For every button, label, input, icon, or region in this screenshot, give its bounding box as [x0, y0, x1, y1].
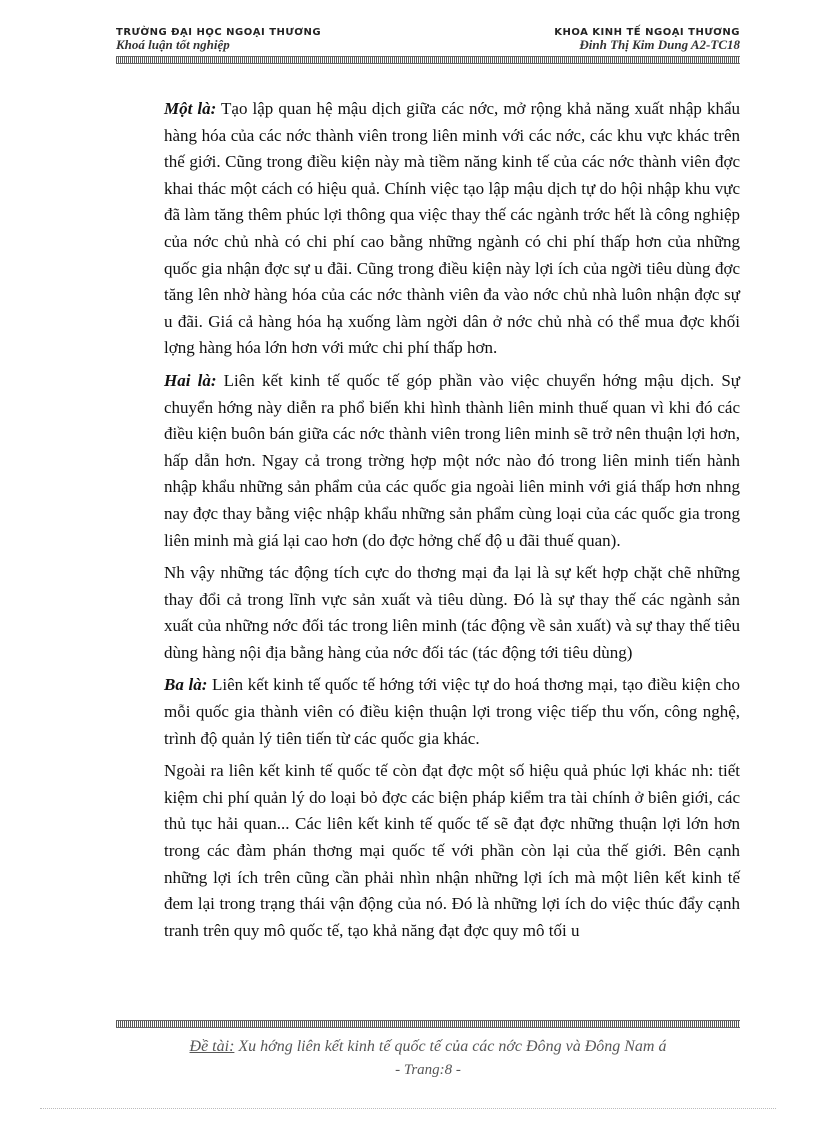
header-divider — [116, 56, 740, 64]
paragraph-lead: Ba là: — [164, 675, 208, 695]
paragraph-text: Ngoài ra liên kết kinh tế quốc tế còn đạt đợc một số hiệu quả phúc lợi khác nh: tiết kiệm chi phí quản lý do loại bỏ đợc các biện pháp kiểm tra tài chính ở biên giới, các thủ tục hải quan... Các liên kết kinh tế quốc tế sẽ đạt đợc những thuận lợi lớn hơn trong các đàm phán thơng mại quốc tế với phần còn lại của thế giới. Bên cạnh những lợi ích trên cũng cần phải nhìn nhận những lợi ích mà một liên kết kinh tế đem lại trong trạng thái vận động của nó. Đó là những lợi ích do việc thúc đẩy cạnh tranh trên quy mô quốc tế, tạo khả năng đạt đợc quy mô tối u — [164, 761, 740, 940]
body-text — [164, 96, 740, 950]
school-name: TRƯỜNG ĐẠI HỌC NGOẠI THƯƠNG — [116, 27, 322, 38]
paragraph-text: Nh vậy những tác động tích cực do thơng mại đa lại là sự kết hợp chặt chẽ những thay đổi cả trong lĩnh vực sản xuất và tiêu dùng. Đó là sự thay thế các ngành sản xuất của những nớc đối tác trong liên minh (tác động về sản xuất) và sự thay thế tiêu dùng hàng nội địa bằng hàng của nớc đối tác (tác động tới tiêu dùng) — [164, 563, 740, 662]
page-number: - Trang:8 - — [395, 1062, 461, 1078]
author-name: Đinh Thị Kim Dung A2-TC18 — [579, 37, 740, 52]
paragraph-3 — [164, 560, 740, 666]
footer-divider — [116, 1020, 740, 1028]
paragraph-1 — [164, 96, 740, 362]
paragraph-text: Liên kết kinh tế quốc tế hớng tới việc tự do hoá thơng mại, tạo điều kiện cho mỗi quốc gia thành viên có điều kiện thuận lợi trong việc tiếp thu vốn, công nghệ, trình độ quản lý tiên tiến từ các quốc gia khác. — [164, 675, 740, 748]
paragraph-lead: Hai là: — [164, 370, 217, 390]
paragraph-4 — [164, 672, 740, 752]
faculty-name: KHOA KINH TẾ NGOẠI THƯƠNG — [554, 27, 740, 38]
header-left — [116, 27, 321, 51]
topic-label: Đề tài: — [189, 1038, 235, 1055]
paragraph-text: Liên kết kinh tế quốc tế góp phần vào việc chuyển hớng mậu dịch. Sự chuyển hớng này diễn ra phổ biến khi hình thành liên minh thuế quan vì khi đó các điều kiện buôn bán giữa các nớc thành viên trong liên minh sẽ trở nên thuận lợi hơn, hấp dẫn hơn. Ngay cả trong trờng hợp một nớc nào đó trong liên minh tiến hành nhập khẩu những sản phẩm của các quốc gia ngoài liên minh với giá thấp hơn nhng nay đợc thay bằng việc nhập khẩu những sản phẩm cùng loại của các quốc gia trong liên minh mà giá lại cao hơn (do đợc hởng chế độ u đãi thuế quan). — [164, 370, 740, 550]
paragraph-lead: Một là: — [164, 99, 217, 118]
footer-topic — [116, 1038, 740, 1056]
page-edge — [40, 1107, 776, 1109]
paragraph-text: Tạo lập quan hệ mậu dịch giữa các nớc, mở rộng khả năng xuất nhập khẩu hàng hóa của các nớc thành viên trong liên minh với các nớc, các khu vực khác trên thế giới. Cũng trong điều kiện này mà tiềm năng kinh tế của các nớc thành viên đợc khai thác một cách có hiệu quả. Chính việc tạo lập mậu dịch tự do hội nhập khu vực đã làm tăng thêm phúc lợi thông qua việc thay thế các ngành trớc hết là công nghiệp của nớc chủ nhà có chi phí cao bằng những ngành có chi phí thấp hơn của những quốc gia nhận đợc sự u đãi. Cũng trong điều kiện này lợi ích của ngời tiêu dùng đợc tăng lên nhờ hàng hóa của các nớc thành viên đa vào nớc chủ nhà luôn nhận đợc sự u đãi. Giá cả hàng hóa hạ xuống làm ngời dân ở nớc chủ nhà có thể mua đợc khối lợng hàng hóa lớn hơn với mức chi phí thấp hơn. — [164, 99, 740, 358]
topic-text: Xu hớng liên kết kinh tế quốc tế của các nớc Đông và Đông Nam á — [234, 1038, 667, 1055]
document-type: Khoá luận tốt nghiệp — [116, 37, 230, 52]
paragraph-5 — [164, 758, 740, 944]
paragraph-2 — [164, 368, 740, 554]
header-right — [554, 27, 740, 51]
